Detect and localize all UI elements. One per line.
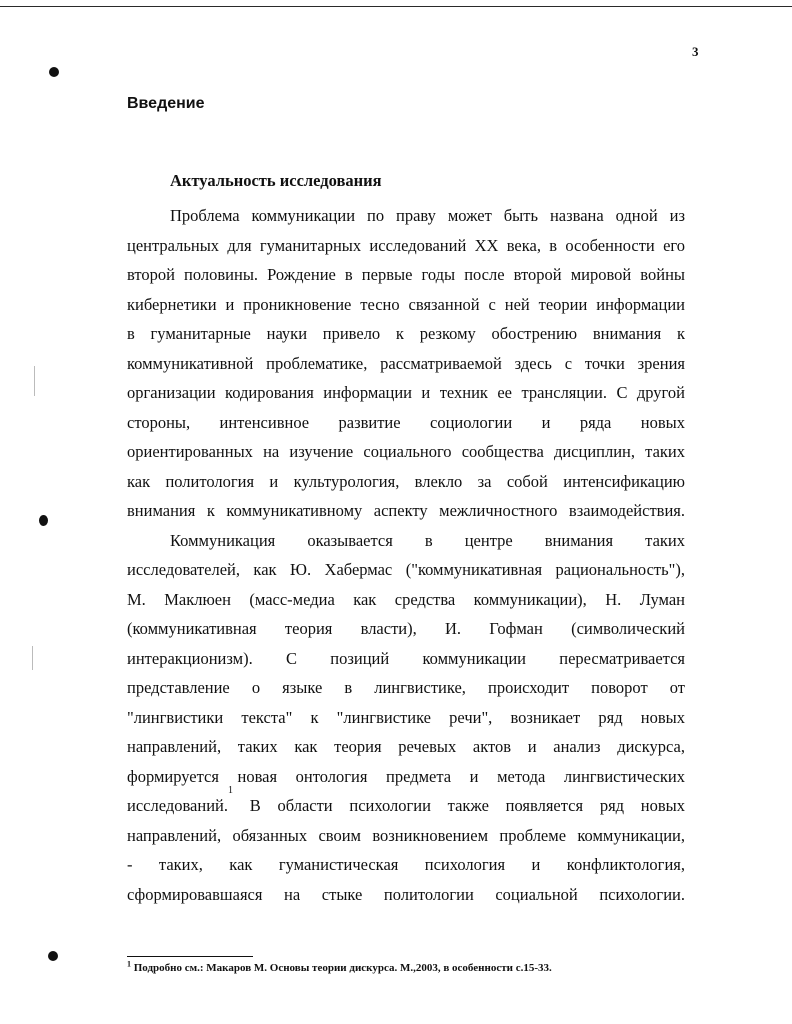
text-line-with-footnote (127, 785, 685, 821)
footnote-marker: 1 (127, 959, 131, 969)
text-line: направлений, обязанных своим возникновением проблеме коммуникации, (127, 825, 685, 845)
text-fragment: В области психологии также появляется ряд новых (232, 796, 685, 815)
punch-hole-mark (48, 951, 58, 961)
text-line: интеракционизм). С позиций коммуникации пересматривается (127, 648, 685, 668)
subsection-heading: Актуальность исследования (170, 171, 382, 190)
section-heading: Введение (127, 95, 205, 112)
text-line: в гуманитарные науки привело к резкому обострению внимания к (127, 324, 685, 343)
text-line: направлений, таких как теория речевых актов и анализ дискурса, (127, 737, 685, 756)
text-line: центральных для гуманитарных исследований XX века, в особенности его (127, 235, 685, 255)
text-line: сформировавшаяся на стыке политологии социальной психологии. (127, 884, 685, 904)
footnote-separator (127, 956, 253, 957)
margin-scan-artifact (32, 646, 33, 670)
text-line: стороны, интенсивное развитие социологии и ряда новых (127, 412, 685, 432)
text-line: внимания к коммуникативному аспекту межличностного взаимодействия. (127, 501, 685, 520)
punch-hole-mark (39, 515, 48, 526)
text-line: кибернетики и проникновение тесно связанной с ней теории информации (127, 294, 685, 314)
margin-scan-artifact (34, 366, 35, 396)
footnote-reference[interactable]: 1 (227, 785, 233, 796)
text-line: организации кодирования информации и техник ее трансляции. С другой (127, 383, 685, 402)
footnote-text: Подробно см.: Макаров М. Основы теории дискурса. М.,2003, в особенности с.15-33. (131, 962, 552, 974)
text-line: (коммуникативная теория власти), И. Гофман (символический (127, 619, 685, 638)
text-line: исследователей, как Ю. Хабермас ("коммуникативная рациональность"), (127, 560, 685, 579)
text-line: Коммуникация оказывается в центре внимания таких (170, 530, 685, 550)
text-line: второй половины. Рождение в первые годы после второй мировой войны (127, 265, 685, 284)
punch-hole-mark (49, 67, 59, 77)
scan-top-border (0, 6, 792, 7)
footnote (127, 959, 552, 974)
text-line: Проблема коммуникации по праву может быть названа одной из (170, 206, 685, 225)
body-text (127, 201, 685, 909)
text-line: "лингвистики текста" к "лингвистике речи", возникает ряд новых (127, 707, 685, 727)
text-line: М. Маклюен (масс-медиа как средства коммуникации), Н. Луман (127, 589, 685, 609)
text-line: - таких, как гуманистическая психология и конфликтология, (127, 855, 685, 874)
page-number: 3 (692, 44, 699, 59)
text-line: представление о языке в лингвистике, происходит поворот от (127, 678, 685, 697)
text-fragment: исследований. (127, 796, 228, 815)
text-line: как политология и культурология, влекло за собой интенсификацию (127, 471, 685, 491)
text-line: формируется новая онтология предмета и метода лингвистических (127, 766, 685, 786)
text-line: ориентированных на изучение социального сообщества дисциплин, таких (127, 442, 685, 461)
text-line: коммуникативной проблематике, рассматриваемой здесь с точки зрения (127, 353, 685, 373)
